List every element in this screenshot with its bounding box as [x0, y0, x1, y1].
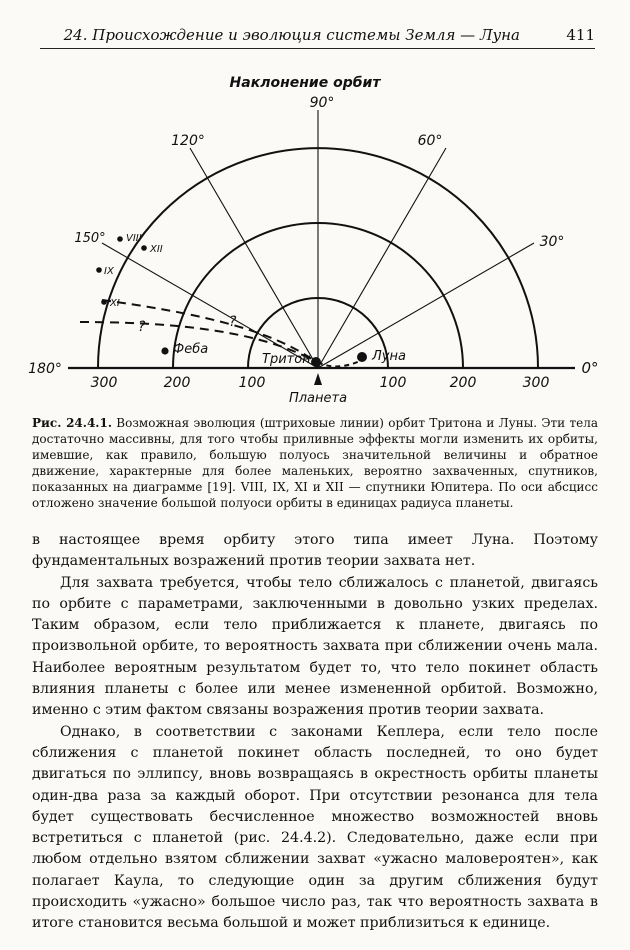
scale-label-right-200: 200 — [449, 375, 477, 391]
question-mark-lower: ? — [138, 319, 146, 335]
scale-label-left-100: 100 — [238, 375, 266, 391]
scale-label-right-300: 300 — [522, 375, 550, 391]
angle-label-30: 30° — [539, 234, 565, 250]
page-number: 411 — [566, 26, 595, 44]
paragraph-1: в настоящее время орбиту этого типа имеет Луна. Поэтому фундаментальных возражений против теории захвата нет. — [32, 532, 598, 570]
triton-dot — [311, 357, 321, 367]
figure-caption — [32, 415, 598, 512]
angle-label-60: 60° — [417, 133, 443, 149]
ray-120 — [190, 148, 318, 368]
label-xi: XI — [110, 298, 120, 309]
paragraph-3: Однако, в соответствии с законами Кеплера, если тело после сближения с планетой покинет область последней, то оно будет двигаться по эллипсу, вновь возвращаясь в окрестность орбиты планеты один-два раза за каждый оборот. При отсутствии резонанса для тела будет существовать бесчисленное множество возможностей вновь встретиться с планетой (рис. 24.4.2). Следовательно, даже если при любом отдельно взятом сближении захват «ужасно маловероятен», как полагает Каула, то следующие один за другим сближения будут происходить «ужасно» большое число раз, так что вероятность захвата в итоге становится весьма большой и может приблизиться к единице. — [32, 723, 598, 932]
paragraph-2: Для захвата требуется, чтобы тело сближалось с планетой, двигаясь по орбите с параметрами, заключенными в довольно узких пределах. Таким образом, если тело приближается к планете, двигаясь по произвольной орбите, то вероятность захвата при сближении очень мала. Наиболее вероятным результатом будет то, что тело покинет область влияния планеты с более или менее измененной орбитой. Возможно, именно с этим фактом связаны возражения против теории захвата. — [32, 574, 598, 719]
viii-dot — [117, 236, 123, 242]
caption-lead: Рис. 24.4.1. — [32, 416, 112, 430]
caption-text: Возможная эволюция (штриховые линии) орбит Тритона и Луны. Эти тела достаточно массивны, для того чтобы приливные эффекты могли изменить их орбиты, имевшие, как правило, большую полуось значительной величины и обратное движение, характерные для более маленьких, вероятно захваченных, спутников, показанных на диаграмме [19]. VIII, IX, XI и XII — спутники Юпитера. По оси абсцисс отложено значение большой полуоси орбиты в единицах радиуса планеты. — [32, 416, 598, 511]
label-phoebe: Феба — [173, 342, 209, 357]
header-title: 24. Происхождение и эволюция системы Земля — Луна — [63, 26, 520, 44]
moon-evolution-path — [318, 360, 362, 366]
orbit-diagram — [0, 60, 630, 410]
phoebe-dot — [161, 347, 168, 354]
angle-label-150: 150° — [74, 231, 106, 246]
scale-label-left-200: 200 — [163, 375, 191, 391]
question-mark-upper: ? — [229, 314, 237, 330]
axis-title-top: Наклонение орбит — [229, 75, 381, 91]
angle-label-90: 90° — [309, 95, 335, 111]
xii-dot — [141, 245, 147, 251]
ray-60 — [318, 148, 446, 368]
body-text — [32, 530, 598, 935]
angle-label-120: 120° — [171, 133, 205, 149]
label-ix: IX — [104, 266, 114, 277]
label-moon: Луна — [372, 349, 406, 364]
label-xii: XII — [150, 244, 163, 255]
running-header — [40, 22, 595, 49]
planet-marker — [314, 373, 322, 385]
axis-title-bottom: Планета — [288, 391, 348, 406]
xi-dot — [101, 299, 107, 305]
moon-dot — [357, 352, 367, 362]
ix-dot — [96, 267, 102, 273]
angle-label-180: 180° — [28, 361, 62, 377]
scale-label-right-100: 100 — [379, 375, 407, 391]
label-triton: Тритон — [262, 352, 311, 367]
label-viii: VIII — [126, 233, 142, 244]
angle-label-0: 0° — [581, 359, 599, 377]
scale-label-left-300: 300 — [90, 375, 118, 391]
